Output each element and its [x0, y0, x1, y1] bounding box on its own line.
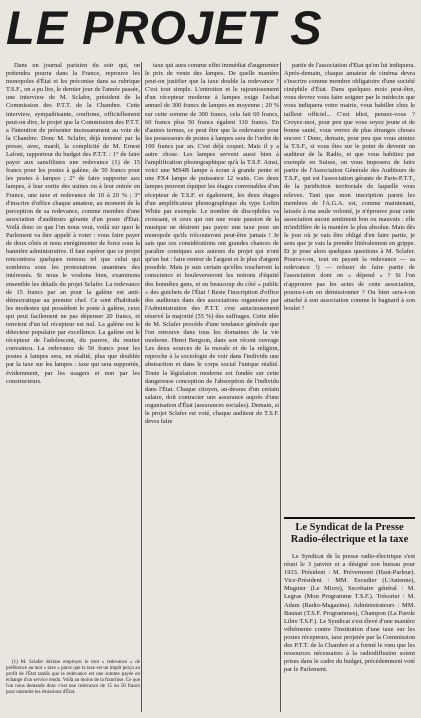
article-text: Dans un journal parisien du soir qui, on prétendra pourra dans la France, reprouve les monopoles d'État et les préconise dans sa rubrique T.S.F., on a pu lire, le dernier jour de l'année passée, une interview de M. Sclafer, président de la Commission des P.T.T. de la Chambre. Cette interview, sympathisante, confirme, officiellement peut-on dire, le projet que la Commission des P.T.T. a l'intention de présenter incessamment au vote de la Chambre. Donc M. Sclafer, déjà nommé par la presse, avec, mardi, la complicité de M. Ernest Lafont, rapporteur du budget des P.T.T. : 1° de faire payer aux sansfilistes une redevance (1) de 15 francs pour les postes à galène, de 50 francs pour les postes à lampes ; 2° de faire supporter aux lampes, à leur sortie des usines ou à leur entrée en France, une taxe et redevance de 10 à 20 % ; 3° d'inscrire d'office chaque amateur, au moment de la perception de sa redevance, comme membre d'une association d'auditeurs gérante d'un poste d'État. Voilà donc ce que l'on nous veut, voilà sur quoi le Parlement va être appelé à voter : vous faire payer de deux côtés et nous enrégimenter de force sous la bannière administrative. Il faut espérer que ce projet rencontrera quelques remous tel que celui qui sombrera sous les protestations unanimes des intéressés. Si nous le voulons bien, examinons ensemble les détails du projet Sclafer. La redevance de 15 francs par an pour la galène est anti-démocratique au premier chef. Ce sont d'habitude les modestes qui possèdent le poste à galène, ceux qui peut facilement ne pas dépenser 20 francs, et renvient d'un tel récepteur est nul. La galène est le détecteur populaire par excellence. La galène est le récepteur de l'adolescent, du pauvre, du rentier convaincu. La redevance de 50 francs pour les postes à lampes sera, en réalité, plus que doublée par la taxe sur les lampes : taxe qui sera supportée, évidemment, par les usagers et non par les constructeurs. — [6, 62, 140, 385]
section-text: Le Syndicat de la presse radio-électrique s'est réuni le 3 janvier et a désigné son bureau pour 1933. Président : M. Prévermont (Haut-Parleur). Vice-Président : MM. Escudier (L'Antenne), Mugnier (Le Micro), Secrétaire général : M. Legras (Mon Programme T.S.F.). Trésorier : M. Adam (Radio-Magazine). Administrateurs : MM. Baunat (T.S.F. Programmes), Champon (La Parole Libre T.S.F.). Le Syndicat s'est élevé d'une manière véhémente contre l'institution d'une taxe sur les postes récepteurs, taxe projetée par la Commission des P.T.T. de la Chambre et a formé le vœu que les ressources nécessaires à la radiodiffusion soient prises dans le cadre du budget, précédemment voté par le Parlement. — [284, 553, 415, 674]
article-column-1 — [6, 62, 140, 714]
footnote — [6, 660, 140, 696]
column-divider — [280, 62, 281, 712]
section-divider — [284, 517, 415, 519]
section-title: Le Syndicat de la Presse Radio-électrique et la taxe — [290, 522, 409, 545]
footnote-text: (1) M. Sclafer déclare employer le mot « redevance » de préférence au mot « taxe » parce que la taxe est un impôt perçu au profit de l'État tandis que la redevance est une somme payée en échange d'un service rendu. Voilà au moins de la franchise. Ce que l'on nous demande donc c'est une redevance de 15 ou 50 francs pour entendre les émissions d'État. — [6, 660, 140, 695]
article-column-3 — [284, 62, 415, 512]
page-headline: LE PROJET S — [6, 1, 323, 54]
article-text: partie de l'association d'État qu'on lui indiquera. Après-demain, chaque amateur de cinéma devra s'inscrire comme membre obligatoire d'une société cinéphile d'État. Dans quelques mois peut-être, vous devrez vous faire soigner par le médecin que vous indiquera votre mairie, vous habiller chez le tailleur officiel... C'est idiot, pensez-vous ? Croyez-moi, pour peu que vous soyez jeune et de bonne santé, vous verrez de plus étranges choses encore ! Donc, demain, pour peu que vous aimiez la T.S.F., si vous êtes sur le point de devenir un auditeur de la Radio, et que vous habitiez par exemple en Suisse, on vous imposera de faire partie de l'Association Générale des Auditeurs de T.S.F., qui est l'association gérante de Paris-P.T.T., de la juridiction territoriale de laquelle vous relevez. Tant que mon inscription parmi les membres de l'A.G.A. est, comme maintenant, laissée à ma seule volonté, je n'éprouve pour cette association aucun sentiment bon ou mauvais : elle m'indiffère de la manière la plus absolue. Mais dès le jour où je vais être obligé d'en faire partie, je sens que je vais la prendre littéralement en grippe. Et je pose alors quelques questions à M. Sclafer. Pourra-t-on, tout en payant la redevance — sa redevance !) — refuser de faire partie de l'association dont on « dépend » ? Si l'on n'approuve pas les actes de cette association, pourra-t-on en démissionner ? Ou bien sera-t-on attaché à son association comme le bagnard à son boulet ? — [284, 62, 415, 312]
article-column-2 — [145, 62, 279, 714]
section-body — [284, 553, 415, 715]
column-divider — [141, 62, 142, 712]
article-text: taxe qui aura comme effet immédiat d'augmenter le prix de vente des lampes. De quelle manière peut-on justifier que la taxe double la redevance ? C'est tout simple. L'entretien et le rajeunissement d'un récepteur moderne à lampes exige l'achat annuel de 300 francs de lampes en moyenne ; 20 % sur cette somme de 300 francs, cela fait 60 francs, 60 francs plus 50 francs égalent 110 francs. En d'autres termes, ce peut être que la redevance pour les possesseurs de postes à lampes sera de l'ordre de 100 francs par an. C'est déjà coquet. Mais il y a autre chose. Les lampes servent aussi bien à l'amplification phonographique qu'à la T.S.F. Ainsi, voici une MS4B lampe à écran à grande pente et une PX4 lampe de puissance 12 watts. Ces deux lampes peuvent équiper les étages convenables d'un récepteur de T.S.F. et également, les deux étages d'un amplificateur phonographique du type Loftin White par exemple. Le nombre de discophiles va croissant, et ceux qui ont une vraie passion de la musique ne désirent pas payer une taxe pour un monopole qu'ils n'écouteront peut-être jamais ! Je sais que ces considérations ont grandes chances de paraître comiques aux auteurs du projet qui n'ont qu'un but : faire rentrer de l'argent et le plus d'argent possible. Mais je suis certain qu'elles toucheront la conscience et bouleverseront les notions d'équité des honnêtes gens, et en beaucoup du côté « public » des guichets de l'État ! Reste l'inscription d'office des auditeurs dans des associations organisées par l'Administration des P.T.T. s'est astucieusement réservé la majorité (55 %) des suffrages. Cette idée de M. Sclafer procède d'une tendance générale que l'on retrouve dans tous les domaines de la vie moderne. Henri Bergson, dans son récent ouvrage Les deux sources de la morale et de la religion, reproche à la sociologie de voir dans l'individu une abstraction et dans le corps social l'unique réalité. Toute la législation moderne est fondée sur cette dangereuse conception de l'absorption de l'individu dans l'État. Chaque citoyen, au-dessus d'un certain salaire, doit contracter une assurance auprès d'une organisation d'État (assurances sociales). Demain, si le projet Sclafer est voté, chaque auditeur de T.S.F. devra faire — [145, 62, 279, 426]
